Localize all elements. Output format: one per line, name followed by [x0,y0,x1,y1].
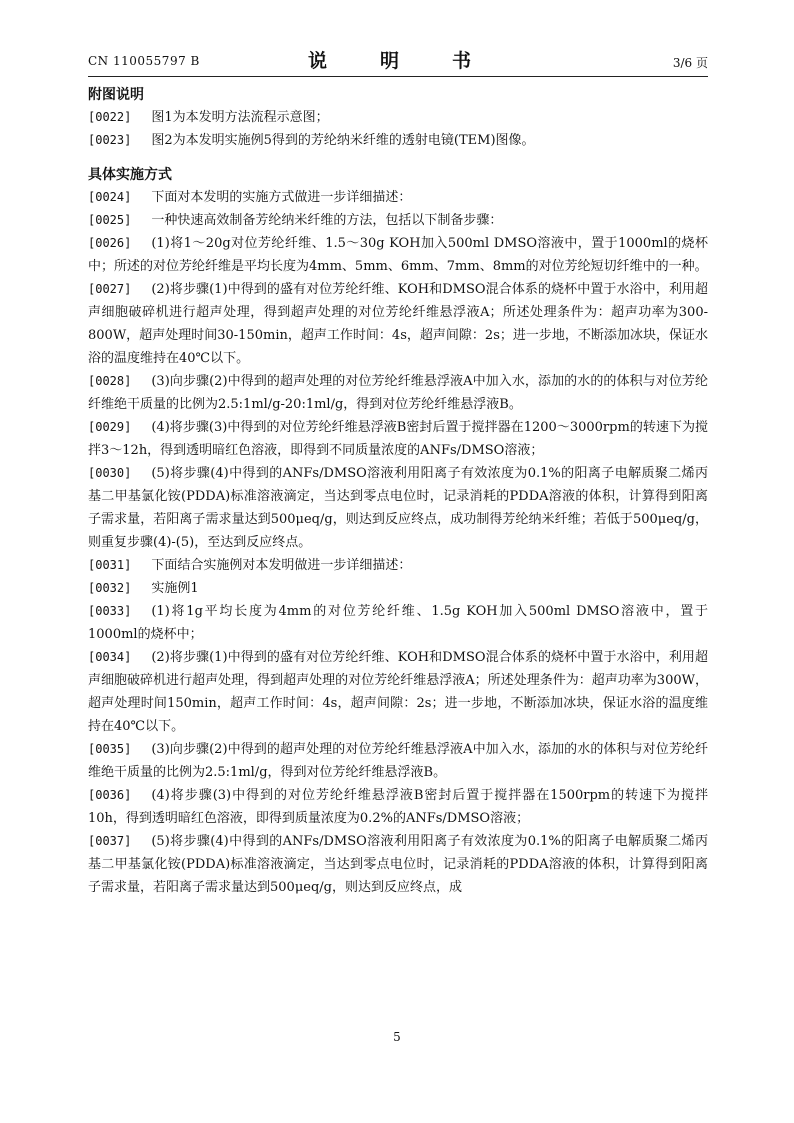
paragraph-text: (2)将步骤(1)中得到的盛有对位芳纶纤维、KOH和DMSO混合体系的烧杯中置于水浴中，利用超声细胞破碎机进行超声处理，得到超声处理的对位芳纶纤维悬浮液A；所述处理条件为：超声功率为300W，超声处理时间150min，超声工作时间：4s，超声间隙：2s；进一步地，不断添加冰块，保证水浴的温度维持在40℃以下。 [88,650,708,734]
patent-number: CN 110055797 B [88,54,200,68]
paragraph [88,370,708,416]
page-header [88,46,708,74]
paragraph [88,186,708,209]
paragraph [88,554,708,577]
paragraph [88,278,708,370]
paragraph [88,830,708,899]
paragraph [88,129,708,152]
section-title-embodiments: 具体实施方式 [88,167,172,183]
paragraph-text: (3)向步骤(2)中得到的超声处理的对位芳纶纤维悬浮液A中加入水，添加的水的的体积与对位芳纶纤维绝干质量的比例为2.5:1ml/g-20:1ml/g，得到对位芳纶纤维悬浮液B。 [88,374,708,412]
paragraph [88,600,708,646]
paragraph [88,232,708,278]
paragraph-text: (4)将步骤(3)中得到的对位芳纶纤维悬浮液B密封后置于搅拌器在1200～3000rpm的转速下为搅拌3～12h，得到透明暗红色溶液，即得到不同质量浓度的ANFs/DMSO溶液； [88,420,708,458]
paragraph [88,462,708,554]
paragraph-number: [0030] [88,466,132,480]
paragraph-text: (5)将步骤(4)中得到的ANFs/DMSO溶液利用阳离子有效浓度为0.1%的阳离子电解质聚二烯丙基二甲基氯化铵(PDDA)标准溶液滴定，当达到零点电位时，记录消耗的PDDA溶液的体积，计算得到阳离子需求量，若阳离子需求量达到500μeq/g，则达到反应终点，成功制得芳纶纳米纤维；若低于500μeq/g，则重复步骤(4)-(5)，至达到反应终点。 [88,466,708,550]
paragraph-number: [0028] [88,374,132,388]
paragraph [88,209,708,232]
paragraph [88,646,708,738]
paragraph-number: [0034] [88,650,132,664]
paragraph-text: 下面对本发明的实施方式做进一步详细描述： [151,190,412,205]
header-rule [88,76,708,77]
paragraph-number: [0036] [88,788,132,802]
paragraph [88,106,708,129]
paragraph-number: [0026] [88,236,132,250]
paragraph-text: (3)向步骤(2)中得到的超声处理的对位芳纶纤维悬浮液A中加入水，添加的水的体积与对位芳纶纤维绝干质量的比例为2.5:1ml/g，得到对位芳纶纤维悬浮液B。 [88,742,708,780]
paragraph-number: [0023] [88,133,132,147]
paragraph-text: 图1为本发明方法流程示意图； [151,110,329,125]
paragraph-text: (1)将1g平均长度为4mm的对位芳纶纤维、1.5g KOH加入500ml DMSO溶液中，置于1000ml的烧杯中； [88,604,708,642]
paragraph-text: 图2为本发明实施例5得到的芳纶纳米纤维的透射电镜(TEM)图像。 [151,133,535,148]
document-body [88,84,708,899]
page-number: 5 [393,1030,401,1044]
paragraph [88,738,708,784]
section-title-figures: 附图说明 [88,87,144,103]
paragraph-number: [0027] [88,282,132,296]
paragraph-text: (5)将步骤(4)中得到的ANFs/DMSO溶液利用阳离子有效浓度为0.1%的阳离子电解质聚二烯丙基二甲基氯化铵(PDDA)标准溶液滴定，当达到零点电位时，记录消耗的PDDA溶液的体积，计算得到阳离子需求量，若阳离子需求量达到500μeq/g，则达到反应终点，成 [88,834,708,895]
paragraph-number: [0037] [88,834,132,848]
paragraph-number: [0033] [88,604,132,618]
page-indicator: 3/6 页 [672,56,708,70]
paragraph-text: (2)将步骤(1)中得到的盛有对位芳纶纤维、KOH和DMSO混合体系的烧杯中置于水浴中，利用超声细胞破碎机进行超声处理，得到超声处理的对位芳纶纤维悬浮液A；所述处理条件为：超声功率为300-800W，超声处理时间30-150min，超声工作时间：4s，超声间隙：2s；进一步地，不断添加冰块，保证水浴的温度维持在40℃以下。 [88,282,708,366]
paragraph-number: [0022] [88,110,132,124]
paragraph-number: [0032] [88,581,132,595]
paragraph [88,416,708,462]
paragraph [88,577,708,600]
paragraph-text: 实施例1 [151,581,199,596]
paragraph-number: [0024] [88,190,132,204]
paragraph-text: 下面结合实施例对本发明做进一步详细描述： [151,558,412,573]
paragraph-number: [0025] [88,213,132,227]
paragraph-number: [0035] [88,742,132,756]
paragraph-number: [0031] [88,558,132,572]
paragraph-text: (4)将步骤(3)中得到的对位芳纶纤维悬浮液B密封后置于搅拌器在1500rpm的转速下为搅拌10h，得到透明暗红色溶液，即得到质量浓度为0.2%的ANFs/DMSO溶液； [88,788,708,826]
paragraph-text: 一种快速高效制备芳纶纳米纤维的方法，包括以下制备步骤： [151,213,503,228]
paragraph-number: [0029] [88,420,132,434]
paragraph-text: (1)将1～20g对位芳纶纤维、1.5～30g KOH加入500ml DMSO溶液中，置于1000ml的烧杯中；所述的对位芳纶纤维是平均长度为4mm、5mm、6mm、7mm、8mm的对位芳纶短切纤维中的一种。 [88,236,708,274]
paragraph [88,784,708,830]
document-title: 说 明 书 [307,50,488,72]
